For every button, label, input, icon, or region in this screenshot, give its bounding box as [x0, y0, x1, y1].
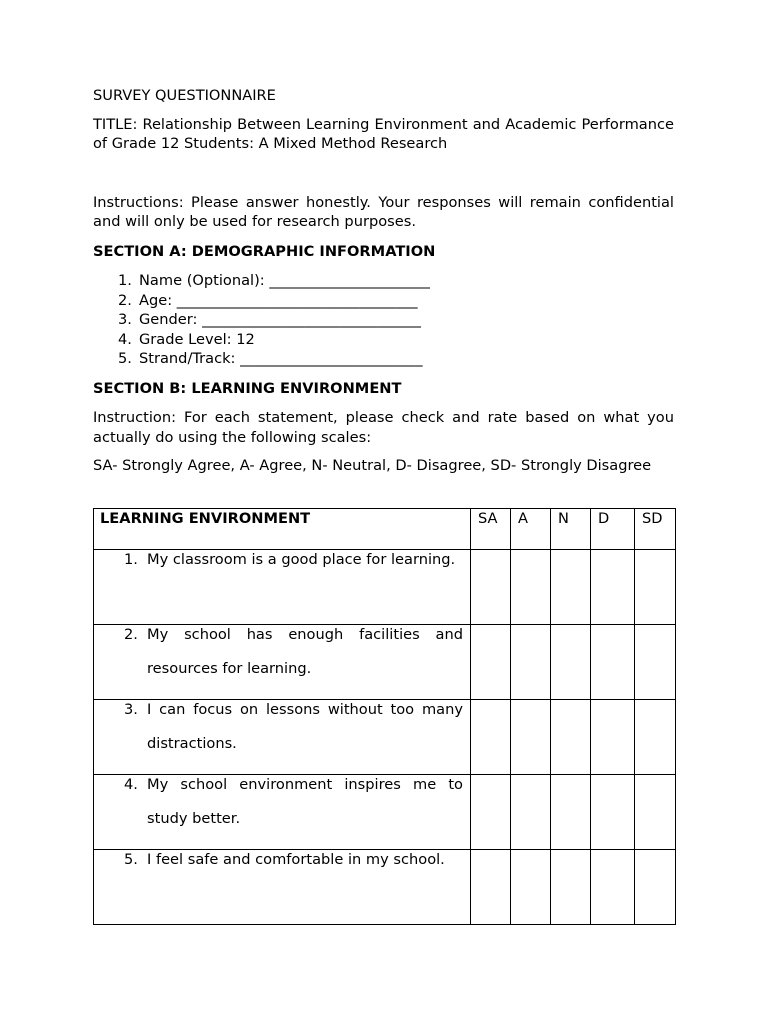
- statement-number: 2.: [124, 626, 138, 643]
- rating-cell-d[interactable]: [591, 850, 635, 925]
- item-text: Gender: ______________________________: [139, 311, 421, 328]
- instructions: Instructions: Please answer honestly. Your responses will remain confidential and will only be used for research purposes.: [93, 193, 674, 230]
- document-body: [93, 86, 674, 476]
- rating-cell-sd[interactable]: [635, 850, 676, 925]
- list-item: [93, 330, 674, 350]
- table-row: [94, 625, 676, 700]
- rating-cell-sd[interactable]: [635, 775, 676, 850]
- table-row: [94, 775, 676, 850]
- rating-cell-sd[interactable]: [635, 550, 676, 625]
- statement-text: I can focus on lessons without too many distractions.: [147, 701, 463, 752]
- item-number: 4.: [118, 330, 132, 348]
- rating-cell-d[interactable]: [591, 550, 635, 625]
- survey-title: TITLE: Relationship Between Learning Environment and Academic Performance of Grade 12 Students: A Mixed Method Research: [93, 115, 674, 152]
- statement-number: 3.: [124, 701, 138, 718]
- statement-cell: [94, 550, 471, 625]
- scale-header-sd: SD: [635, 509, 676, 550]
- list-item: [93, 291, 674, 311]
- item-number: 2.: [118, 291, 132, 309]
- section-a-heading: SECTION A: DEMOGRAPHIC INFORMATION: [93, 242, 436, 260]
- table-header-learning-environment: LEARNING ENVIRONMENT: [94, 509, 471, 550]
- statement-cell: [94, 850, 471, 925]
- item-text: Strand/Track: _________________________: [139, 350, 423, 367]
- rating-cell-d[interactable]: [591, 625, 635, 700]
- rating-cell-n[interactable]: [551, 775, 591, 850]
- section-b-heading: SECTION B: LEARNING ENVIRONMENT: [93, 379, 402, 397]
- statement-text: My school environment inspires me to study better.: [147, 776, 463, 827]
- section-b-instruction: Instruction: For each statement, please check and rate based on what you actually do using the following scales:: [93, 409, 674, 446]
- statement-text: My classroom is a good place for learning.: [147, 551, 456, 568]
- rating-cell-a[interactable]: [511, 775, 551, 850]
- rating-cell-n[interactable]: [551, 625, 591, 700]
- scale-header-a: A: [511, 509, 551, 550]
- item-text: Grade Level: 12: [139, 330, 255, 348]
- rating-table: [93, 508, 676, 925]
- rating-cell-a[interactable]: [511, 850, 551, 925]
- statement-cell: [94, 775, 471, 850]
- rating-cell-n[interactable]: [551, 550, 591, 625]
- scale-header-d: D: [591, 509, 635, 550]
- statement-number: 5.: [124, 851, 138, 868]
- rating-cell-n[interactable]: [551, 850, 591, 925]
- scale-header-n: N: [551, 509, 591, 550]
- rating-cell-a[interactable]: [511, 700, 551, 775]
- scale-header-sa: SA: [471, 509, 511, 550]
- scale-legend: SA- Strongly Agree, A- Agree, N- Neutral, D- Disagree, SD- Strongly Disagree: [93, 457, 652, 474]
- table-row: [94, 850, 676, 925]
- rating-cell-sa[interactable]: [471, 775, 511, 850]
- rating-cell-sd[interactable]: [635, 625, 676, 700]
- item-number: 1.: [118, 272, 132, 289]
- rating-cell-sa[interactable]: [471, 850, 511, 925]
- statement-number: 1.: [124, 551, 138, 568]
- rating-cell-a[interactable]: [511, 625, 551, 700]
- demographic-list: [93, 271, 674, 369]
- item-number: 5.: [118, 350, 132, 367]
- rating-cell-d[interactable]: [591, 775, 635, 850]
- item-number: 3.: [118, 311, 132, 328]
- statement-number: 4.: [124, 776, 138, 793]
- list-item: [93, 271, 674, 291]
- rating-cell-a[interactable]: [511, 550, 551, 625]
- list-item: [93, 349, 674, 369]
- statement-text: My school has enough facilities and resources for learning.: [147, 626, 463, 677]
- document-header: SURVEY QUESTIONNAIRE: [93, 87, 276, 104]
- statement-text: I feel safe and comfortable in my school.: [147, 851, 445, 868]
- item-text: Age: _________________________________: [139, 291, 418, 309]
- table-row: [94, 550, 676, 625]
- rating-cell-sa[interactable]: [471, 625, 511, 700]
- list-item: [93, 310, 674, 330]
- statement-cell: [94, 700, 471, 775]
- statement-cell: [94, 625, 471, 700]
- rating-cell-n[interactable]: [551, 700, 591, 775]
- rating-cell-sa[interactable]: [471, 550, 511, 625]
- rating-cell-sd[interactable]: [635, 700, 676, 775]
- table-row: [94, 700, 676, 775]
- item-text: Name (Optional): ______________________: [139, 272, 430, 289]
- rating-cell-d[interactable]: [591, 700, 635, 775]
- rating-cell-sa[interactable]: [471, 700, 511, 775]
